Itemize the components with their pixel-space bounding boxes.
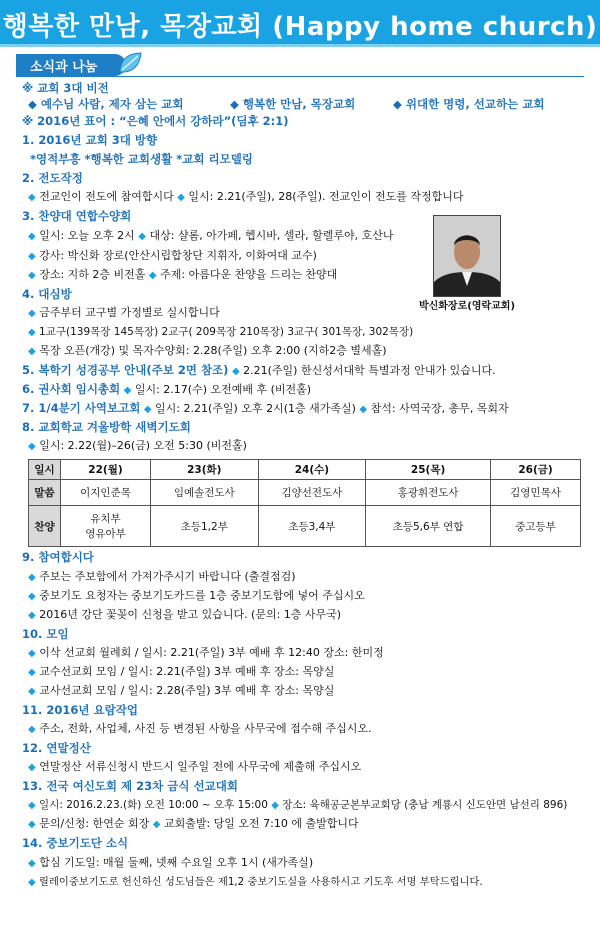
item-12-heading: 12. 연말정산 <box>22 741 91 755</box>
diamond-icon: ◆ <box>28 667 36 678</box>
item-12-text: 연말정산 서류신청시 반드시 일주일 전에 사무국에 제출해 주십시오 <box>39 760 362 773</box>
diamond-icon: ◆ <box>28 346 36 357</box>
item-3-line-2 <box>28 249 317 264</box>
diamond-icon: ◆ <box>28 591 36 602</box>
diamond-icon: ◆ <box>28 251 36 262</box>
item-4-line-1 <box>28 306 220 321</box>
vision-heading: ※ 교회 3대 비전 <box>22 81 109 95</box>
item-11-line <box>28 722 372 737</box>
table-row-label: 찬양 <box>29 506 61 547</box>
item-3-heading: 3. 찬양대 연합수양회 <box>22 209 132 223</box>
table-header-cell: 25(목) <box>366 460 491 480</box>
item-9-line-1 <box>28 570 296 585</box>
item-4-line-2 <box>28 325 413 340</box>
item-3-target: 대상: 샬롬, 아가페, 헵시바, 셀라, 할렐루야, 호산나 <box>149 229 394 242</box>
table-cell: 중고등부 <box>491 506 581 547</box>
table-header-cell: 일시 <box>29 460 61 480</box>
table-header-cell: 24(수) <box>258 460 366 480</box>
table-cell <box>61 506 151 547</box>
item-6-line <box>22 382 311 398</box>
item-11-heading: 11. 2016년 요람작업 <box>22 703 138 717</box>
item-13-place: 장소: 육해공군본부교회당 (충남 계룡시 신도안면 남선리 896) <box>282 799 568 811</box>
item-3-place: 장소: 지하 2층 비전홀 <box>39 268 146 281</box>
table-cell-line: 유치부 <box>90 513 121 525</box>
diamond-icon: ◆ <box>28 762 36 773</box>
item-3-speaker: 강사: 박신화 장로(안산시립합창단 지휘자, 이화여대 교수) <box>39 249 317 262</box>
table-cell-line: 영유아부 <box>85 528 126 540</box>
item-4-text-1: 금주부터 교구별 가정별로 실시합니다 <box>39 306 220 319</box>
diamond-icon: ◆ <box>359 404 368 415</box>
diamond-icon: ◆ <box>177 192 185 203</box>
item-9-line-2 <box>28 589 365 604</box>
item-5-heading: 5. 복학기 성경공부 안내(주보 2면 참조) <box>22 363 229 377</box>
page-title: 행복한 만남, 목장교회 (Happy home church) <box>2 12 598 42</box>
vision-item-1: ◆ 예수님 사람, 제자 삼는 교회 <box>28 97 184 111</box>
item-9-text-3: 2016년 강단 꽃꽂이 신청을 받고 있습니다. (문의: 1층 사무국) <box>39 608 342 621</box>
item-1-heading: 1. 2016년 교회 3대 방향 <box>22 133 158 147</box>
item-7-attend: 참석: 사역국장, 총무, 목회자 <box>370 402 509 415</box>
item-13-heading: 13. 전국 여신도회 제 23차 금식 선교대회 <box>22 779 238 793</box>
diamond-icon: ◆ <box>28 648 36 659</box>
schedule-table <box>28 459 581 547</box>
item-2-heading: 2. 전도작정 <box>22 171 83 185</box>
item-13-line-2 <box>28 817 359 832</box>
table-cell: 홍광휘전도사 <box>366 480 491 506</box>
motto-line: ※ 2016년 표어 : “은혜 안에서 강하라”(딤후 2:1) <box>22 114 289 128</box>
item-5-text: 2.21(주일) 한신성서대학 특별과정 안내가 있습니다. <box>243 364 496 377</box>
vision-item-2: ◆ 행복한 만남, 목장교회 <box>230 97 356 111</box>
diamond-icon: ◆ <box>28 877 36 888</box>
diamond-icon: ◆ <box>138 231 146 242</box>
item-9-line-3 <box>28 608 341 623</box>
diamond-icon: ◆ <box>148 270 157 281</box>
item-13-time: 일시: 2016.2.23.(화) 오전 10:00 ~ 오후 15:00 <box>39 799 268 811</box>
item-6-text: 일시: 2.17(수) 오전예배 후 (비전홀) <box>134 383 312 396</box>
diamond-icon: ◆ <box>231 366 240 377</box>
item-4-text-2: 1교구(139목장 145목장) 2교구( 209목장 210목장) 3교구( 301목장, 302목장) <box>39 326 414 338</box>
item-9-text-1: 주보는 주보함에서 가져가주시기 바랍니다 (출결점검) <box>39 570 296 583</box>
item-4-line-3 <box>28 344 387 359</box>
item-13-departure: 교회출발: 당일 오전 7:10 에 출발합니다 <box>163 817 359 830</box>
item-2-line <box>28 190 464 205</box>
diamond-icon: ◆ <box>28 858 36 869</box>
table-cell: 김영민목사 <box>491 480 581 506</box>
table-row-label: 말씀 <box>29 480 61 506</box>
item-12-line <box>28 760 361 775</box>
table-cell: 초등1,2부 <box>150 506 258 547</box>
item-5-line <box>22 363 496 379</box>
diamond-icon: ◆ <box>28 819 36 830</box>
item-14-heading: 14. 중보기도단 소식 <box>22 836 129 850</box>
item-7-line <box>22 401 509 417</box>
leaf-icon <box>116 50 144 76</box>
item-14-text-1: 합심 기도일: 매월 둘째, 넷째 수요일 오후 1시 (새가족실) <box>39 856 314 869</box>
item-4-heading: 4. 대심방 <box>22 287 72 301</box>
item-14-line-1 <box>28 856 313 871</box>
diamond-icon: ◆ <box>28 308 36 319</box>
diamond-icon: ◆ <box>152 819 161 830</box>
diamond-icon: ◆ <box>28 724 36 735</box>
table-cell: 초등5,6부 연합 <box>366 506 491 547</box>
item-9-text-2: 중보기도 요청자는 중보기도카드를 1층 중보기도함에 넣어 주십시오 <box>39 589 365 602</box>
item-2-text-b: 일시: 2.21(주일), 28(주일). 전교인이 전도를 작정합니다 <box>188 190 464 203</box>
item-13-contact: 문의/신청: 한연순 회장 <box>39 817 150 830</box>
vision-item-3: ◆ 위대한 명령, 선교하는 교회 <box>393 97 545 111</box>
table-row <box>29 460 581 480</box>
item-11-text: 주소, 전화, 사업체, 사진 등 변경된 사항을 사무국에 접수해 주십시오. <box>39 722 372 735</box>
section-tab <box>16 54 126 76</box>
diamond-icon: ◆ <box>271 800 279 811</box>
photo-caption: 박신화장로(영락교회) <box>418 301 516 312</box>
item-8-heading: 8. 교회학교 겨울방학 새벽기도회 <box>22 420 191 434</box>
item-3-theme: 주제: 아름다운 찬양을 드리는 찬양대 <box>160 268 338 281</box>
diamond-icon: ◆ <box>28 572 36 583</box>
item-14-line-2 <box>28 875 483 890</box>
item-14-text-2: 릴레이중보기도로 헌신하신 성도님들은 제1,2 중보기도실을 사용하시고 기도후 서명 부탁드립니다. <box>38 876 483 888</box>
item-6-heading: 6. 권사회 임시총회 <box>22 382 121 396</box>
item-13-line-1 <box>28 798 567 813</box>
table-row <box>29 506 581 547</box>
item-3-line-1 <box>28 229 394 244</box>
item-4-text-3: 목장 오픈(개강) 및 목자수양회: 2.28(주일) 오후 2:00 (지하2층 별세홀) <box>39 344 387 357</box>
banner-underline <box>0 44 600 47</box>
diamond-icon: ◆ <box>28 192 36 203</box>
item-7-time: 일시: 2.21(주일) 오후 2시(1층 새가족실) <box>155 402 356 415</box>
diamond-icon: ◆ <box>28 327 36 338</box>
item-10-text-3: 교사선교회 모임 / 일시: 2.28(주일) 3부 예배 후 장소: 목양실 <box>39 684 335 697</box>
item-9-heading: 9. 참여합시다 <box>22 550 94 564</box>
item-2-text-a: 전교인이 전도에 참여합시다 <box>39 190 174 203</box>
diamond-icon: ◆ <box>28 800 36 811</box>
item-10-text-1: 이삭 선교회 월례회 / 일시: 2.21(주일) 3부 예배 후 12:40 장소: 한미정 <box>39 646 384 659</box>
table-cell: 임예솔전도사 <box>150 480 258 506</box>
diamond-icon: ◆ <box>123 385 132 396</box>
item-8-line <box>28 439 247 454</box>
speaker-photo <box>433 215 501 297</box>
item-10-line-2 <box>28 665 334 680</box>
item-10-heading: 10. 모임 <box>22 627 69 641</box>
section-divider <box>16 76 584 77</box>
diamond-icon: ◆ <box>28 610 36 621</box>
item-7-heading: 7. 1/4분기 사역보고회 <box>22 401 141 415</box>
table-cell: 초등3,4부 <box>258 506 366 547</box>
section-tab-label: 소식과 나눔 <box>30 60 98 75</box>
item-1-directions: *영적부흥 *행복한 교회생활 *교회 리모델링 <box>30 152 253 166</box>
table-cell: 이지인준목 <box>61 480 151 506</box>
item-10-line-1 <box>28 646 384 661</box>
diamond-icon: ◆ <box>28 686 36 697</box>
diamond-icon: ◆ <box>28 231 36 242</box>
table-cell: 김양선전도사 <box>258 480 366 506</box>
item-10-text-2: 교수선교회 모임 / 일시: 2.21(주일) 3부 예배 후 장소: 목양실 <box>39 665 335 678</box>
diamond-icon: ◆ <box>28 270 36 281</box>
table-row <box>29 480 581 506</box>
table-header-cell: 26(금) <box>491 460 581 480</box>
item-3-line-3 <box>28 268 337 283</box>
table-header-cell: 23(화) <box>150 460 258 480</box>
diamond-icon: ◆ <box>28 441 36 452</box>
item-10-line-3 <box>28 684 334 699</box>
table-header-cell: 22(월) <box>61 460 151 480</box>
diamond-icon: ◆ <box>143 404 152 415</box>
item-3-time: 일시: 오늘 오후 2시 <box>39 229 135 242</box>
item-8-text: 일시: 2.22(월)–26(금) 오전 5:30 (비전홀) <box>39 439 247 452</box>
portrait-image <box>434 216 500 296</box>
